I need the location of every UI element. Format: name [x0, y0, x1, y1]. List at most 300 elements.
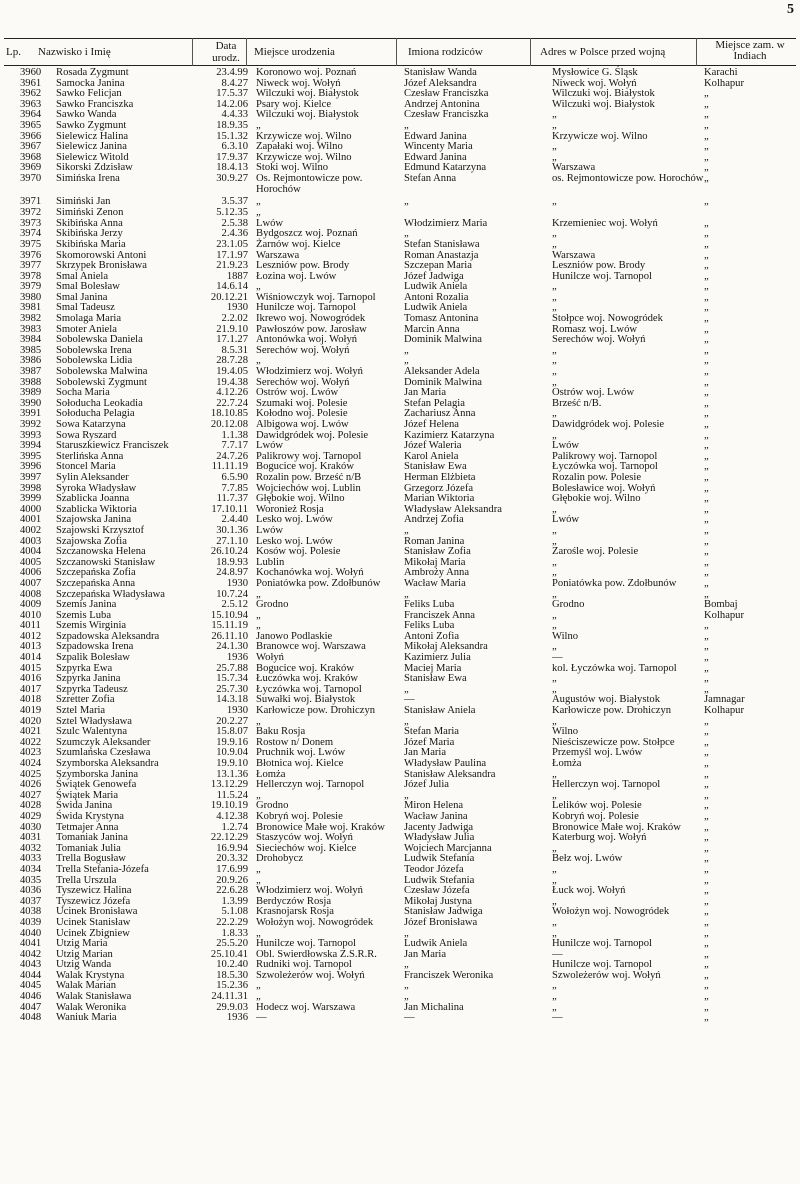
- cell-india-residence: „: [704, 758, 709, 769]
- cell-parents: Roman Anastazja: [404, 249, 479, 261]
- cell-india-residence: Jamnagar: [704, 694, 745, 706]
- cell-lp: 3963: [20, 98, 42, 110]
- cell-parents: Wojciech Marcjanna: [404, 842, 492, 854]
- cell-name: Świątek Genowefa: [56, 779, 137, 791]
- cell-lp: 4005: [20, 556, 42, 568]
- cell-birthplace: Wojciechów woj. Lublin: [256, 482, 361, 494]
- cell-lp: 4039: [20, 916, 42, 928]
- header-divider: [396, 38, 397, 66]
- cell-birthdate: 4.12.38: [216, 810, 248, 822]
- cell-birthplace: „: [256, 620, 261, 632]
- cell-birthdate: 18.5.30: [216, 969, 248, 981]
- cell-birthplace: Drohobycz: [256, 853, 304, 865]
- cell-name: Szemis Luba: [56, 609, 112, 621]
- cell-name: Szemis Janina: [56, 599, 117, 611]
- cell-lp: 4006: [20, 567, 42, 579]
- cell-address: „: [552, 524, 557, 536]
- cell-name: Sowa Ryszard: [56, 429, 117, 441]
- table-row: [4, 685, 796, 696]
- cell-parents: Stanisław Jadwiga: [404, 906, 483, 918]
- cell-address: Hunilcze woj. Tarnopol: [552, 270, 652, 282]
- cell-birthdate: 15.8.07: [216, 726, 248, 738]
- cell-address: Palikrowy woj. Tarnopol: [552, 450, 658, 462]
- cell-parents: „: [404, 683, 409, 695]
- cell-birthplace: Janowo Podlaskie: [256, 630, 333, 642]
- cell-address: „: [552, 874, 557, 886]
- cell-name: Tyszewicz Halina: [56, 885, 132, 897]
- table-row: [4, 929, 796, 940]
- cell-india-residence: „: [704, 662, 709, 674]
- cell-lp: 4004: [20, 546, 42, 558]
- cell-lp: 3966: [20, 130, 42, 142]
- cell-parents: „: [404, 959, 409, 971]
- cell-address: Wilno: [552, 726, 579, 738]
- cell-birthdate: 20.12.08: [210, 419, 248, 430]
- cell-lp: 3969: [20, 162, 42, 174]
- cell-parents: Edward Janina: [404, 130, 467, 142]
- cell-address: Hunilcze woj. Tarnopol: [552, 938, 652, 950]
- cell-lp: 4018: [20, 694, 42, 706]
- cell-lp: 3977: [20, 260, 42, 272]
- cell-birthdate: 24.7.26: [216, 450, 248, 462]
- cell-birthplace: Os. Rejmontowicze pow. Horochów: [256, 172, 363, 195]
- cell-name: Sikorski Zdzisław: [56, 162, 133, 174]
- cell-parents: Ambroży Anna: [404, 567, 470, 579]
- cell-india-residence: „: [704, 938, 709, 950]
- header-date: Data urodz.: [212, 40, 240, 64]
- cell-address: Warszawa: [552, 249, 596, 261]
- cell-birthdate: 1930: [226, 705, 248, 717]
- cell-lp: 3962: [20, 88, 42, 100]
- cell-lp: 4014: [20, 652, 42, 664]
- cell-india-residence: „: [704, 556, 709, 568]
- cell-name: Walak Marian: [56, 980, 117, 992]
- cell-birthdate: 19.9.16: [216, 736, 248, 748]
- cell-india-residence: „: [704, 270, 709, 282]
- cell-name: Trella Bogusław: [56, 853, 126, 865]
- cell-birthplace: Pawłoszów pow. Jarosław: [256, 323, 367, 335]
- cell-lp: 3961: [20, 77, 42, 89]
- cell-birthdate: 5.12.35: [216, 207, 248, 219]
- cell-lp: 3968: [20, 151, 42, 163]
- cell-name: Szczepańska Anna: [56, 577, 136, 589]
- cell-address: os. Rejmontowicze pow. Horochów: [552, 172, 704, 184]
- cell-parents: Ludwik Stefania: [404, 853, 475, 865]
- cell-address: Wilczuki woj. Białystok: [552, 88, 655, 100]
- cell-birthdate: 26.10.24: [210, 546, 248, 558]
- cell-birthplace: Hunilcze woj. Tarnopol: [256, 302, 356, 314]
- cell-address: Wilczuki woj. Białystok: [552, 98, 655, 110]
- cell-birthplace: Palikrowy woj. Tarnopol: [256, 450, 362, 462]
- cell-address: Bełz woj. Lwów: [552, 853, 623, 865]
- cell-india-residence: „: [704, 471, 709, 483]
- cell-india-residence: „: [704, 810, 709, 822]
- cell-birthdate: 3.5.37: [221, 196, 248, 208]
- cell-parents: Mikołaj Maria: [404, 556, 466, 568]
- cell-lp: 3973: [20, 217, 42, 229]
- cell-name: Smal Bolesław: [56, 281, 120, 293]
- cell-address: Głębokie woj. Wilno: [552, 493, 641, 505]
- cell-birthplace: Rudniki woj. Tarnopol: [256, 959, 352, 971]
- table-row: [4, 812, 796, 823]
- cell-lp: 3964: [20, 109, 42, 121]
- cell-name: Sylin Aleksander: [56, 471, 129, 483]
- cell-parents: Józef Jadwiga: [404, 270, 464, 282]
- cell-india-residence: „: [704, 546, 709, 558]
- cell-address: Stołpce woj. Nowogródek: [552, 313, 663, 325]
- cell-india-residence: „: [704, 567, 709, 579]
- cell-parents: Antoni Rozalia: [404, 291, 469, 303]
- cell-name: Skibińska Anna: [56, 217, 123, 229]
- cell-address: Łuck woj. Wołyń: [552, 885, 626, 897]
- cell-lp: 4040: [20, 927, 42, 939]
- cell-lp: 3991: [20, 408, 42, 420]
- header-divider: [246, 38, 247, 66]
- cell-name: Sobolewska Daniela: [56, 334, 143, 346]
- cell-birthdate: 18.10.85: [210, 408, 248, 420]
- cell-name: Walak Krystyna: [56, 969, 125, 981]
- cell-birthplace: Lwów: [256, 524, 284, 536]
- cell-parents: Karol Aniela: [404, 450, 459, 462]
- cell-birthdate: 22.12.29: [210, 832, 248, 844]
- cell-name: Sobolewska Irena: [56, 344, 132, 356]
- cell-india-residence: „: [704, 109, 709, 121]
- cell-address: Ostrów woj. Lwów: [552, 387, 635, 399]
- cell-name: Szajowska Janina: [56, 514, 132, 526]
- cell-parents: Władysław Aleksandra: [404, 503, 502, 515]
- cell-india-residence: „: [704, 291, 709, 303]
- cell-lp: 3989: [20, 387, 42, 399]
- cell-address: „: [552, 715, 557, 727]
- cell-parents: „: [404, 119, 409, 131]
- cell-india-residence: „: [704, 196, 709, 208]
- cell-address: „: [552, 556, 557, 568]
- cell-address: „: [552, 503, 557, 515]
- cell-birthdate: 1887: [226, 270, 248, 282]
- table-row: [4, 68, 796, 79]
- cell-india-residence: „: [704, 141, 709, 153]
- cell-address: „: [552, 141, 557, 153]
- cell-birthplace: Ostrów woj. Lwów: [256, 387, 339, 399]
- cell-parents: Szczepan Maria: [404, 260, 472, 272]
- cell-india-residence: „: [704, 916, 709, 928]
- table-row: [4, 378, 796, 389]
- table-row: [4, 303, 796, 314]
- cell-address: Rozalin pow. Polesie: [552, 471, 642, 483]
- cell-birthplace: Sieciechów woj. Kielce: [256, 842, 357, 854]
- table-row: [4, 240, 796, 251]
- page-number: 5: [787, 2, 794, 17]
- cell-lp: 4030: [20, 821, 42, 833]
- cell-address: „: [552, 238, 557, 250]
- cell-address: „: [552, 768, 557, 780]
- cell-india-residence: „: [704, 281, 709, 293]
- cell-india-residence: „: [704, 366, 709, 378]
- cell-address: Poniatówka pow. Zdołbunów: [552, 577, 677, 589]
- table-row: [4, 121, 796, 132]
- cell-address: „: [552, 927, 557, 939]
- cell-birthplace: Stoki woj. Wilno: [256, 162, 329, 174]
- cell-address: Wołożyn woj. Nowogródek: [552, 906, 670, 918]
- record-list: [4, 68, 796, 1024]
- cell-birthdate: 18.9.35: [216, 119, 248, 131]
- cell-birthplace: Lublin: [256, 556, 285, 568]
- cell-lp: 3995: [20, 450, 42, 462]
- cell-address: „: [552, 842, 557, 854]
- cell-birthplace: Szwoleżerów woj. Wołyń: [256, 969, 365, 981]
- cell-birthplace: „: [256, 609, 261, 621]
- cell-lp: 4044: [20, 969, 42, 981]
- cell-address: Hunilcze woj. Tarnopol: [552, 959, 652, 971]
- cell-parents: Franciszek Weronika: [404, 969, 494, 981]
- cell-birthplace: Włodzimierz woj. Wołyń: [256, 366, 363, 378]
- cell-birthplace: Lwów: [256, 217, 284, 229]
- cell-birthdate: 11.7.37: [216, 493, 248, 505]
- header-address: Adres w Polsce przed wojną: [540, 46, 666, 58]
- cell-parents: Franciszek Anna: [404, 609, 475, 621]
- cell-lp: 3984: [20, 334, 42, 346]
- cell-birthplace: Koronowo woj. Poznań: [256, 67, 357, 78]
- cell-parents: Ludwik Aniela: [404, 302, 468, 314]
- table-row: [4, 780, 796, 791]
- cell-lp: 3978: [20, 270, 42, 282]
- cell-lp: 3988: [20, 376, 42, 388]
- cell-name: Szretter Zofia: [56, 694, 115, 706]
- cell-name: Smal Tadeusz: [56, 302, 115, 314]
- cell-birthplace: Krzywicze woj. Wilno: [256, 151, 352, 163]
- cell-birthdate: 4.4.33: [221, 109, 248, 121]
- cell-birthplace: Wołyń: [256, 652, 284, 664]
- cell-parents: „: [404, 927, 409, 939]
- cell-birthplace: Żarnów woj. Kielce: [256, 238, 341, 250]
- cell-india-residence: „: [704, 959, 709, 971]
- cell-address: Szwoleżerów woj. Wołyń: [552, 969, 661, 981]
- cell-address: „: [552, 109, 557, 121]
- cell-name: Sawko Franciszka: [56, 98, 134, 110]
- table-row: [4, 653, 796, 664]
- cell-india-residence: Bombaj: [704, 599, 738, 611]
- cell-parents: Józef Waleria: [404, 440, 462, 452]
- cell-name: Szczepańska Zofia: [56, 567, 136, 579]
- cell-india-residence: „: [704, 334, 709, 346]
- table-row: [4, 918, 796, 929]
- cell-name: Tetmajer Anna: [56, 821, 119, 833]
- cell-birthdate: 11.5.24: [216, 789, 248, 801]
- table-row: [4, 293, 796, 304]
- cell-india-residence: „: [704, 514, 709, 526]
- cell-birthdate: 22.2.29: [216, 916, 248, 928]
- header-lp: Lp.: [6, 46, 21, 58]
- cell-birthplace: —: [256, 1012, 267, 1024]
- cell-lp: 4000: [20, 503, 42, 515]
- cell-india-residence: „: [704, 461, 709, 473]
- cell-name: Trella Stefania-Józefa: [56, 863, 149, 875]
- cell-birthdate: 23.4.99: [216, 67, 248, 78]
- cell-lp: 4025: [20, 768, 42, 780]
- cell-parents: Czesław Józefa: [404, 885, 470, 897]
- cell-birthplace: Szumaki woj. Polesie: [256, 397, 348, 409]
- cell-india-residence: „: [704, 151, 709, 163]
- cell-name: Rosada Zygmunt: [56, 67, 129, 78]
- cell-parents: „: [404, 344, 409, 356]
- cell-birthplace: Zapałaki woj. Wilno: [256, 141, 343, 153]
- cell-parents: „: [404, 524, 409, 536]
- header-name: Nazwisko i Imię: [38, 46, 111, 58]
- cell-name: Syroka Władysław: [56, 482, 137, 494]
- cell-birthdate: 11.11.19: [211, 461, 248, 473]
- cell-lp: 4032: [20, 842, 42, 854]
- cell-birthdate: 19.10.19: [210, 800, 248, 812]
- cell-india-residence: „: [704, 832, 709, 844]
- cell-birthplace: Kochanówka woj. Wołyń: [256, 567, 364, 579]
- cell-birthdate: 24.11.31: [211, 991, 248, 1003]
- cell-birthplace: „: [256, 874, 261, 886]
- cell-parents: Stefan Pelagia: [404, 397, 465, 409]
- cell-name: Sołoducha Pelagia: [56, 408, 135, 420]
- cell-birthdate: 29.9.03: [216, 1001, 248, 1013]
- cell-lp: 4037: [20, 895, 42, 907]
- cell-india-residence: „: [704, 524, 709, 536]
- cell-india-residence: „: [704, 885, 709, 897]
- cell-address: Augustów woj. Białystok: [552, 694, 661, 706]
- cell-india-residence: „: [704, 620, 709, 632]
- cell-birthdate: 25.7.30: [216, 683, 248, 695]
- cell-birthplace: Poniatówka pow. Zdołbunów: [256, 577, 381, 589]
- cell-birthplace: Łozina woj. Lwów: [256, 270, 337, 282]
- cell-lp: 4043: [20, 959, 42, 971]
- cell-address: Leszniów pow. Brody: [552, 260, 646, 272]
- cell-parents: Władysław Julia: [404, 832, 475, 844]
- cell-name: Szymborska Janina: [56, 768, 139, 780]
- cell-parents: Józef Aleksandra: [404, 77, 477, 89]
- cell-parents: Stanisław Wanda: [404, 67, 477, 78]
- cell-birthplace: Rozalin pow. Brześć n/B: [256, 471, 362, 483]
- cell-name: Sterlińska Anna: [56, 450, 124, 462]
- cell-name: Szulc Walentyna: [56, 726, 128, 738]
- cell-birthdate: 7.7.17: [221, 440, 248, 452]
- cell-birthplace: Hunilcze woj. Tarnopol: [256, 938, 356, 950]
- cell-birthplace: „: [256, 927, 261, 939]
- cell-parents: Stanisław Ewa: [404, 673, 467, 685]
- cell-india-residence: „: [704, 948, 709, 960]
- cell-parents: Jacenty Jadwiga: [404, 821, 474, 833]
- cell-birthdate: 30.9.27: [216, 172, 248, 184]
- cell-birthdate: 17.9.37: [216, 151, 248, 163]
- cell-address: „: [552, 980, 557, 992]
- cell-birthplace: Bogucice woj. Kraków: [256, 662, 354, 674]
- cell-name: Sowa Katarzyna: [56, 419, 126, 430]
- cell-name: Simiński Jan: [56, 196, 111, 208]
- cell-parents: Stefan Stanisława: [404, 238, 480, 250]
- cell-india-residence: Kolhapur: [704, 609, 745, 621]
- cell-lp: 3993: [20, 429, 42, 441]
- cell-address: Dawidgródek woj. Polesie: [552, 419, 665, 430]
- cell-name: Walak Stanisława: [56, 991, 132, 1003]
- cell-lp: 3986: [20, 355, 42, 367]
- cell-birthplace: „: [256, 980, 261, 992]
- table-row: [4, 590, 796, 601]
- cell-birthplace: Łuczówka woj. Kraków: [256, 673, 359, 685]
- cell-birthdate: 16.9.94: [216, 842, 248, 854]
- cell-parents: Stanisław Ewa: [404, 461, 467, 473]
- cell-lp: 3980: [20, 291, 42, 303]
- cell-birthplace: Włodzimierz woj. Wołyń: [256, 885, 363, 897]
- cell-india-residence: „: [704, 789, 709, 801]
- cell-name: Szymborska Aleksandra: [56, 758, 159, 769]
- table-row: [4, 971, 796, 982]
- cell-birthdate: 10.2.40: [216, 959, 248, 971]
- cell-birthdate: 25.7.88: [216, 662, 248, 674]
- cell-lp: 3994: [20, 440, 42, 452]
- cell-name: Skomorowski Antoni: [56, 249, 147, 261]
- cell-lp: 3979: [20, 281, 42, 293]
- cell-parents: Grzegorz Józefa: [404, 482, 474, 494]
- cell-name: Świda Janina: [56, 800, 113, 812]
- cell-address: Romasz woj. Lwów: [552, 323, 638, 335]
- cell-address: „: [552, 355, 557, 367]
- cell-birthdate: 17.10.11: [211, 503, 248, 515]
- cell-address: kol. Łyczówka woj. Tarnopol: [552, 662, 677, 674]
- cell-name: Szpyrka Ewa: [56, 662, 113, 674]
- cell-address: „: [552, 567, 557, 579]
- cell-parents: Ludwik Aniela: [404, 281, 468, 293]
- cell-address: „: [552, 119, 557, 131]
- cell-name: Utzig Marian: [56, 948, 113, 960]
- cell-birthdate: 4.12.26: [216, 387, 248, 399]
- cell-address: —: [552, 948, 563, 960]
- cell-address: „: [552, 641, 557, 653]
- cell-address: „: [552, 291, 557, 303]
- cell-address: „: [552, 673, 557, 685]
- cell-birthdate: 19.4.38: [216, 376, 248, 388]
- cell-india-residence: „: [704, 768, 709, 780]
- cell-birthdate: 1936: [226, 652, 248, 664]
- cell-lp: 3999: [20, 493, 42, 505]
- cell-parents: Feliks Luba: [404, 620, 455, 632]
- cell-birthplace: Lesko woj. Lwów: [256, 535, 333, 547]
- cell-india-residence: Kolhapur: [704, 77, 745, 89]
- cell-lp: 3992: [20, 419, 42, 430]
- cell-parents: Jan Maria: [404, 948, 447, 960]
- cell-birthplace: Lwów: [256, 440, 284, 452]
- cell-india-residence: „: [704, 853, 709, 865]
- cell-name: Skibińska Jerzy: [56, 228, 123, 240]
- cell-birthplace: „: [256, 281, 261, 293]
- cell-india-residence: „: [704, 217, 709, 229]
- cell-name: Utzig Wanda: [56, 959, 112, 971]
- cell-address: „: [552, 408, 557, 420]
- cell-parents: Wacław Janina: [404, 810, 468, 822]
- cell-name: Szpadowska Aleksandra: [56, 630, 160, 642]
- table-row: [4, 939, 796, 950]
- cell-birthdate: 17.1.97: [216, 249, 248, 261]
- cell-parents: Ludwik Stefania: [404, 874, 475, 886]
- cell-birthdate: 13.12.29: [210, 779, 248, 791]
- cell-birthdate: 23.1.05: [216, 238, 248, 250]
- cell-india-residence: „: [704, 503, 709, 515]
- cell-parents: Feliks Luba: [404, 599, 455, 611]
- cell-parents: —: [404, 1012, 415, 1024]
- cell-name: Szemis Wirginia: [56, 620, 127, 632]
- header-parents: Imiona rodziców: [408, 46, 483, 58]
- cell-birthdate: 28.7.28: [216, 355, 248, 367]
- cell-lp: 4045: [20, 980, 42, 992]
- header-divider: [530, 38, 531, 66]
- cell-lp: 4001: [20, 514, 42, 526]
- cell-india-residence: „: [704, 119, 709, 131]
- cell-birthdate: 20.9.26: [216, 874, 248, 886]
- cell-birthdate: 15.1.32: [216, 130, 248, 142]
